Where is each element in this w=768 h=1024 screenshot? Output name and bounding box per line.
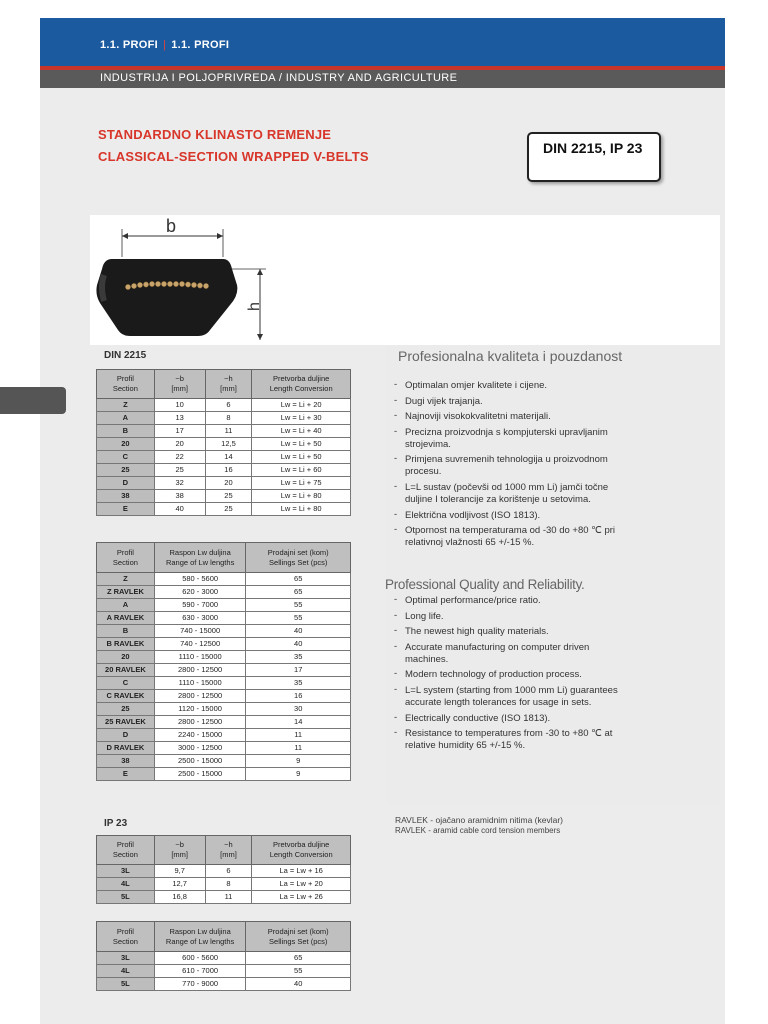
- value-cell: 11: [205, 425, 252, 438]
- value-cell: 17: [246, 664, 351, 677]
- list-item: - Električna vodljivost (ISO 1813).: [394, 510, 634, 522]
- list-item: - Dugi vijek trajanja.: [394, 396, 634, 408]
- list-item: - The newest high quality materials.: [394, 626, 634, 638]
- value-cell: 35: [246, 677, 351, 690]
- value-cell: 11: [246, 742, 351, 755]
- table-row: [97, 978, 351, 991]
- section-cell: Z RAVLEK: [97, 586, 155, 599]
- section-cell: Z: [97, 399, 155, 412]
- breadcrumb-item[interactable]: 1.1. PROFI: [100, 39, 159, 51]
- section-cell: E: [97, 503, 155, 516]
- section-cell: A: [97, 599, 155, 612]
- value-cell: 11: [246, 729, 351, 742]
- value-cell: 10: [154, 399, 205, 412]
- ravlek-note-hr: RAVLEK - ojačano aramidnim nitima (kevlar): [395, 815, 564, 825]
- section-cell: 3L: [97, 865, 155, 878]
- value-cell: 6: [205, 399, 252, 412]
- section-cell: C RAVLEK: [97, 690, 155, 703]
- value-cell: 2800 - 12500: [154, 690, 246, 703]
- value-cell: 8: [205, 412, 252, 425]
- table-row: [97, 599, 351, 612]
- table-row: [97, 625, 351, 638]
- value-cell: 9: [246, 768, 351, 781]
- side-tab[interactable]: [0, 387, 66, 414]
- list-item: - L=L sustav (počevši od 1000 mm Li) jamči točne duljine I tolerancije za korištenje u setovima.: [394, 482, 634, 506]
- header-cell: Raspon Lw duljina Range of Lw lengths: [154, 922, 246, 952]
- value-cell: 2500 - 15000: [154, 768, 246, 781]
- list-item: - Electrically conductive (ISO 1813).: [394, 713, 634, 725]
- list-item: - Modern technology of production process.: [394, 669, 634, 681]
- list-item: - Accurate manufacturing on computer driven machines.: [394, 642, 634, 666]
- value-cell: 22: [154, 451, 205, 464]
- table-header-row: [97, 370, 351, 399]
- header-cell: Profil Section: [97, 922, 155, 952]
- value-cell: 2500 - 15000: [154, 755, 246, 768]
- table-row: [97, 965, 351, 978]
- header-cell: Raspon Lw duljina Range of Lw lengths: [154, 543, 246, 573]
- belt-cross-section-diagram: [90, 215, 275, 345]
- list-item: - Otpornost na temperaturama od -30 do +80 ℃ pri relativnoj vlažnosti 65 +/-15 %.: [394, 525, 634, 549]
- table-row: [97, 451, 351, 464]
- breadcrumb-item[interactable]: 1.1. PROFI: [171, 39, 230, 51]
- value-cell: 65: [246, 573, 351, 586]
- table-row: [97, 425, 351, 438]
- table-row: [97, 651, 351, 664]
- table-row: [97, 399, 351, 412]
- ip-range-table: [96, 921, 351, 991]
- list-item: - Optimalan omjer kvalitete i cijene.: [394, 380, 634, 392]
- value-cell: 38: [154, 490, 205, 503]
- header-cell: Profil Section: [97, 370, 155, 399]
- label-h: h: [246, 302, 263, 311]
- section-cell: 38: [97, 490, 155, 503]
- table-row: [97, 573, 351, 586]
- table-row: [97, 878, 351, 891]
- section-cell: 4L: [97, 965, 155, 978]
- value-cell: Lw = Li + 60: [252, 464, 351, 477]
- table-row: [97, 612, 351, 625]
- value-cell: 40: [246, 638, 351, 651]
- table-header-row: [97, 922, 351, 952]
- section-subtitle: INDUSTRIJA I POLJOPRIVREDA / INDUSTRY AND AGRICULTURE: [100, 72, 458, 84]
- value-cell: 40: [154, 503, 205, 516]
- value-cell: 11: [205, 891, 252, 904]
- value-cell: 16: [246, 690, 351, 703]
- value-cell: Lw = Li + 80: [252, 503, 351, 516]
- value-cell: 20: [154, 438, 205, 451]
- value-cell: 12,7: [154, 878, 205, 891]
- value-cell: 17: [154, 425, 205, 438]
- value-cell: 3000 - 12500: [154, 742, 246, 755]
- table-row: [97, 729, 351, 742]
- page-title-hr: STANDARDNO KLINASTO REMENJE: [98, 127, 332, 142]
- value-cell: La = Lw + 26: [252, 891, 351, 904]
- page-title-en: CLASSICAL-SECTION WRAPPED V-BELTS: [98, 149, 369, 164]
- table-row: [97, 412, 351, 425]
- value-cell: La = Lw + 16: [252, 865, 351, 878]
- value-cell: Lw = Li + 40: [252, 425, 351, 438]
- din-label: DIN 2215: [104, 350, 147, 361]
- section-cell: 20: [97, 438, 155, 451]
- section-cell: 38: [97, 755, 155, 768]
- section-cell: C: [97, 677, 155, 690]
- value-cell: 2800 - 12500: [154, 716, 246, 729]
- value-cell: 32: [154, 477, 205, 490]
- value-cell: 40: [246, 978, 351, 991]
- section-cell: 4L: [97, 878, 155, 891]
- table-row: [97, 716, 351, 729]
- value-cell: 740 - 15000: [154, 625, 246, 638]
- value-cell: 16,8: [154, 891, 205, 904]
- section-cell: A RAVLEK: [97, 612, 155, 625]
- section-cell: 25 RAVLEK: [97, 716, 155, 729]
- table-row: [97, 477, 351, 490]
- section-cell: 20 RAVLEK: [97, 664, 155, 677]
- section-cell: E: [97, 768, 155, 781]
- value-cell: 30: [246, 703, 351, 716]
- section-cell: A: [97, 412, 155, 425]
- din-dimensions-table: [96, 369, 351, 516]
- standard-box: [527, 132, 661, 182]
- section-cell: 5L: [97, 891, 155, 904]
- value-cell: 25: [154, 464, 205, 477]
- list-item: - Najnoviji visokokvalitetni materijali.: [394, 411, 634, 423]
- section-cell: 20: [97, 651, 155, 664]
- section-cell: D: [97, 729, 155, 742]
- header-cell: Pretvorba duljine Length Conversion: [252, 370, 351, 399]
- header-cell: ~b [mm]: [154, 836, 205, 865]
- table-row: [97, 586, 351, 599]
- table-row: [97, 503, 351, 516]
- header-cell: Profil Section: [97, 543, 155, 573]
- section-cell: D: [97, 477, 155, 490]
- value-cell: 2800 - 12500: [154, 664, 246, 677]
- value-cell: 13: [154, 412, 205, 425]
- header-cell: ~h [mm]: [205, 836, 252, 865]
- value-cell: 14: [246, 716, 351, 729]
- value-cell: 25: [205, 490, 252, 503]
- header-cell: ~b [mm]: [154, 370, 205, 399]
- header-cell: ~h [mm]: [205, 370, 252, 399]
- value-cell: 14: [205, 451, 252, 464]
- value-cell: 16: [205, 464, 252, 477]
- table-row: [97, 703, 351, 716]
- value-cell: 55: [246, 965, 351, 978]
- value-cell: 610 - 7000: [154, 965, 246, 978]
- value-cell: 600 - 5600: [154, 952, 246, 965]
- section-cell: D RAVLEK: [97, 742, 155, 755]
- ip-dimensions-table: [96, 835, 351, 904]
- table-row: [97, 690, 351, 703]
- value-cell: Lw = Li + 30: [252, 412, 351, 425]
- list-item: - Precizna proizvodnja s kompjuterski upravljanim strojevima.: [394, 427, 634, 451]
- list-item: - Resistance to temperatures from -30 to +80 ℃ at relative humidity 65 +/-15 %.: [394, 728, 634, 752]
- section-cell: 3L: [97, 952, 155, 965]
- table-row: [97, 638, 351, 651]
- features-heading-en: Professional Quality and Reliability.: [385, 577, 585, 592]
- ip-label: IP 23: [104, 818, 128, 829]
- table-row: [97, 664, 351, 677]
- list-item: - Optimal performance/price ratio.: [394, 595, 634, 607]
- value-cell: Lw = Li + 80: [252, 490, 351, 503]
- value-cell: 35: [246, 651, 351, 664]
- value-cell: 8: [205, 878, 252, 891]
- features-list-en: [394, 595, 634, 756]
- value-cell: La = Lw + 20: [252, 878, 351, 891]
- standard-label: DIN 2215, IP 23: [543, 140, 643, 156]
- section-cell: B RAVLEK: [97, 638, 155, 651]
- table-row: [97, 755, 351, 768]
- table-row: [97, 490, 351, 503]
- list-item: - L=L system (starting from 1000 mm Li) guarantees accurate length tolerances for usage in sets.: [394, 685, 634, 709]
- value-cell: 55: [246, 612, 351, 625]
- value-cell: 1120 - 15000: [154, 703, 246, 716]
- din-range-table: [96, 542, 351, 781]
- header-cell: Pretvorba duljine Length Conversion: [252, 836, 351, 865]
- value-cell: 40: [246, 625, 351, 638]
- ravlek-note-en: RAVLEK - aramid cable cord tension members: [395, 826, 561, 835]
- section-cell: B: [97, 625, 155, 638]
- value-cell: 65: [246, 952, 351, 965]
- value-cell: 12,5: [205, 438, 252, 451]
- table-row: [97, 768, 351, 781]
- table-row: [97, 891, 351, 904]
- value-cell: Lw = Li + 20: [252, 399, 351, 412]
- value-cell: 6: [205, 865, 252, 878]
- value-cell: 1110 - 15000: [154, 677, 246, 690]
- value-cell: 2240 - 15000: [154, 729, 246, 742]
- section-cell: B: [97, 425, 155, 438]
- value-cell: 9,7: [154, 865, 205, 878]
- value-cell: Lw = Li + 50: [252, 451, 351, 464]
- value-cell: 630 - 3000: [154, 612, 246, 625]
- value-cell: 580 - 5600: [154, 573, 246, 586]
- breadcrumb-separator: |: [163, 39, 167, 51]
- value-cell: 740 - 12500: [154, 638, 246, 651]
- breadcrumb: [100, 39, 229, 51]
- header-cell: Profil Section: [97, 836, 155, 865]
- value-cell: 9: [246, 755, 351, 768]
- value-cell: 590 - 7000: [154, 599, 246, 612]
- header-cell: Prodajni set (kom) Sellings Set (pcs): [246, 922, 351, 952]
- value-cell: 65: [246, 586, 351, 599]
- features-list-hr: [394, 380, 634, 553]
- features-heading-hr: Profesionalna kvaliteta i pouzdanost: [398, 348, 623, 364]
- value-cell: 620 - 3000: [154, 586, 246, 599]
- table-row: [97, 742, 351, 755]
- list-item: - Primjena suvremenih tehnologija u proizvodnom procesu.: [394, 454, 634, 478]
- list-item: - Long life.: [394, 611, 634, 623]
- label-b: b: [166, 216, 177, 236]
- header-cell: Prodajni set (kom) Sellings Set (pcs): [246, 543, 351, 573]
- value-cell: 25: [205, 503, 252, 516]
- table-row: [97, 464, 351, 477]
- section-cell: C: [97, 451, 155, 464]
- table-row: [97, 438, 351, 451]
- table-row: [97, 865, 351, 878]
- value-cell: 1110 - 15000: [154, 651, 246, 664]
- section-cell: 5L: [97, 978, 155, 991]
- value-cell: Lw = Li + 50: [252, 438, 351, 451]
- value-cell: 20: [205, 477, 252, 490]
- table-header-row: [97, 543, 351, 573]
- table-row: [97, 952, 351, 965]
- value-cell: Lw = Li + 75: [252, 477, 351, 490]
- section-cell: 25: [97, 703, 155, 716]
- table-header-row: [97, 836, 351, 865]
- section-cell: Z: [97, 573, 155, 586]
- value-cell: 770 - 9000: [154, 978, 246, 991]
- section-cell: 25: [97, 464, 155, 477]
- value-cell: 55: [246, 599, 351, 612]
- table-row: [97, 677, 351, 690]
